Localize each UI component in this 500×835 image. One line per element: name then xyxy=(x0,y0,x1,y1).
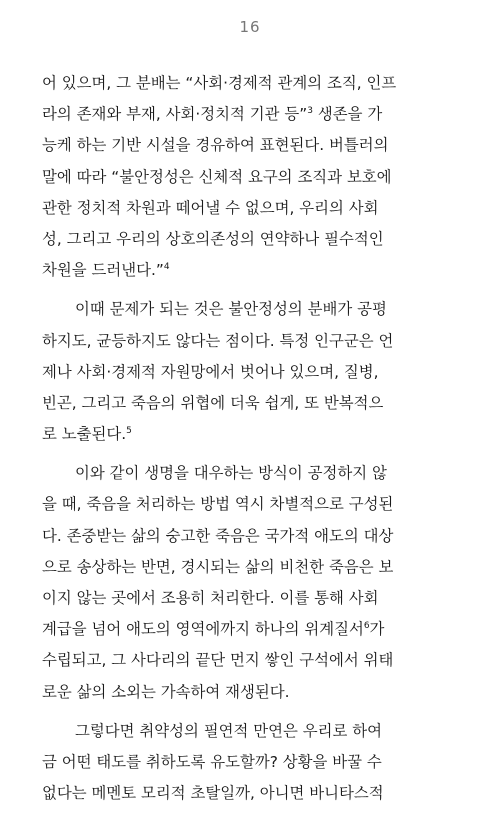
text-line xyxy=(42,778,462,809)
text-line xyxy=(42,645,462,676)
text-run: 그렇다면 취약성의 필연적 만연은 우리로 하여 xyxy=(75,721,382,740)
text-run: 로운 삶의 소외는 가속하여 재생된다. xyxy=(42,682,290,701)
text-run: 수립되고, 그 사다리의 끝단 먼지 쌓인 구석에서 위태 xyxy=(42,651,394,670)
text-line xyxy=(42,193,462,224)
footnote-marker[interactable]: 6 xyxy=(363,621,370,632)
text-line xyxy=(42,458,462,489)
footnote-marker[interactable]: 4 xyxy=(163,262,170,272)
text-line xyxy=(42,489,462,520)
text-run: 다. 존중받는 삶의 숭고한 죽음은 국가적 애도의 대상 xyxy=(42,526,394,545)
text-line xyxy=(42,552,462,583)
text-run: 계급을 넘어 애도의 영역에까지 하나의 위계질서 xyxy=(42,620,364,639)
text-run: 제나 사회·경제적 자원망에서 벗어나 있으며, 질병, xyxy=(42,362,379,381)
text-run: 차원을 드러낸다.” xyxy=(42,261,164,280)
text-run: 이와 같이 생명을 대우하는 방식이 공정하지 않 xyxy=(75,464,387,483)
text-line xyxy=(42,388,462,419)
footnote-marker[interactable]: 5 xyxy=(126,425,132,436)
text-line xyxy=(42,521,462,552)
text-run: 빈곤, 그리고 죽음의 위협에 더욱 쉽게, 또 반복적으 xyxy=(42,393,384,412)
body-text xyxy=(42,68,462,809)
text-line xyxy=(42,716,462,747)
paragraph xyxy=(42,68,462,286)
text-run: 이때 문제가 되는 것은 불안정성의 분배가 공평 xyxy=(75,300,387,319)
page-number: 16 xyxy=(239,18,261,36)
text-line xyxy=(42,614,462,645)
text-run: 말에 따라 “불안정성은 신체적 요구의 조직과 보호에 xyxy=(42,167,392,186)
text-run: 로 노출된다. xyxy=(42,425,127,444)
paragraph xyxy=(42,458,462,708)
text-line xyxy=(42,162,462,193)
text-run: 이지 않는 곳에서 조용히 처리한다. 이를 통해 사회 xyxy=(42,589,379,607)
text-line xyxy=(42,326,462,357)
text-run: 어 있으며, 그 분배는 “사회·경제적 관계의 조직, 인프 xyxy=(42,74,397,92)
text-run: 관한 정치적 차원과 떼어낼 수 없으며, 우리의 사회 xyxy=(42,198,379,217)
footnote-marker[interactable]: 3 xyxy=(307,106,313,117)
paragraph xyxy=(42,294,462,450)
paragraph xyxy=(42,716,462,810)
text-run: 으로 송상하는 반면, 경시되는 삶의 비천한 죽음은 보 xyxy=(42,557,394,576)
text-line xyxy=(42,130,462,161)
text-line xyxy=(42,419,462,450)
text-line xyxy=(42,677,462,708)
text-run: 하지도, 균등하지도 않다는 점이다. 특정 인구군은 언 xyxy=(42,331,394,350)
text-line xyxy=(42,294,462,325)
text-run: 없다는 메멘토 모리적 초탈일까, 아니면 바니타스적 xyxy=(42,784,384,803)
text-line xyxy=(42,99,462,130)
text-line xyxy=(42,68,462,99)
text-line xyxy=(42,224,462,255)
text-line xyxy=(42,747,462,778)
text-line xyxy=(42,583,462,614)
text-run: 라의 존재와 부재, 사회·정치적 기관 등” xyxy=(42,105,308,124)
text-run: 생존을 가 xyxy=(312,105,383,124)
text-line xyxy=(42,357,462,388)
text-run: 성, 그리고 우리의 상호의존성의 연약하나 필수적인 xyxy=(42,229,384,248)
text-run: 을 때, 죽음을 처리하는 방법 역시 차별적으로 구성된 xyxy=(42,495,394,514)
text-run: 능케 하는 기반 시설을 경유하여 표현된다. 버틀러의 xyxy=(42,136,389,155)
text-run: 금 어떤 태도를 취하도록 유도할까? 상황을 바꿀 수 xyxy=(42,752,382,771)
text-line xyxy=(42,255,462,286)
text-run: 가 xyxy=(369,620,385,639)
